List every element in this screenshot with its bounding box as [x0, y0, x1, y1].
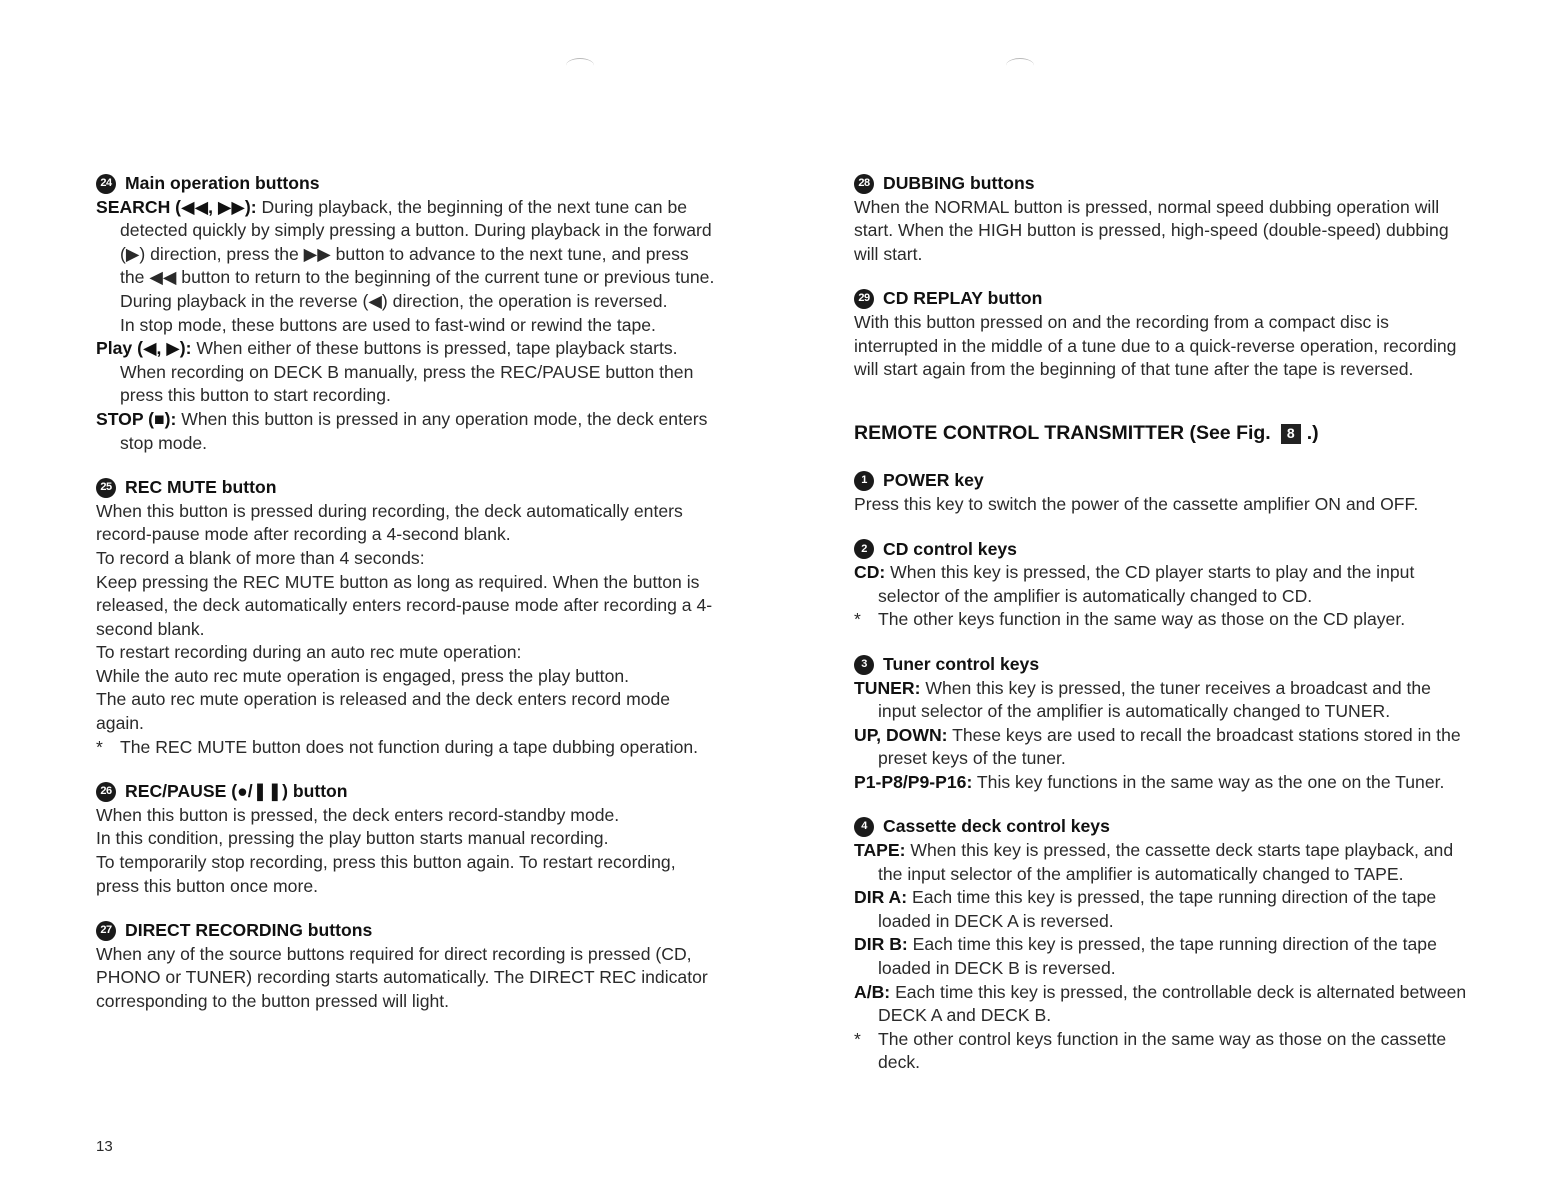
section-heading [854, 538, 1534, 562]
number-badge-icon: 25 [96, 478, 116, 498]
heading-text: Cassette deck control keys [883, 816, 1110, 837]
paragraph-line: press this button once more. [96, 875, 318, 896]
paragraph-line: With this button pressed on and the recording from a compact disc is [854, 311, 1389, 332]
section-heading [96, 476, 786, 500]
section-tuner-control [854, 653, 1534, 795]
paragraph-line: will start again from the beginning of that tune after the tape is reversed. [854, 359, 1414, 380]
section-rec-mute [96, 476, 786, 759]
term-label: DIR A: [854, 887, 908, 908]
section-cassette-control [854, 815, 1534, 1075]
paragraph-line: Keep pressing the REC MUTE button as long as required. When the button is [96, 571, 700, 592]
asterisk-icon: * [854, 609, 861, 630]
term-search: SEARCH (◀◀, ▶▶): During playback, the beginning of the next tune can be detected quickly by simply pressing a button. During playback in the forward (▶) direction, press the ▶▶ button to advance to the next tune, and press the ◀◀ button to return to the beginning of the current tune or previous tune. During playback in the reverse (◀) direction, the operation is reversed. In stop mode, these buttons are used to fast-wind or rewind the tape. [96, 196, 715, 335]
paragraph-line: To temporarily stop recording, press this button again. To restart recording, [96, 852, 676, 873]
term-cd: CD: When this key is pressed, the CD player starts to play and the input selector of the amplifier is automatically changed to CD. [854, 562, 1415, 606]
left-column [96, 172, 786, 1035]
heading-text: REMOTE CONTROL TRANSMITTER (See Fig. [854, 421, 1271, 444]
section-heading [854, 469, 1534, 493]
paragraph-line: When this button is pressed, the deck enters record-standby mode. [96, 804, 620, 825]
number-badge-icon: 27 [96, 921, 116, 941]
paragraph-line: When this button is pressed during recording, the deck automatically enters [96, 500, 683, 521]
section-cd-replay [854, 287, 1534, 381]
paragraph-line: will start. [854, 243, 923, 264]
paragraph-line: second blank. [96, 618, 205, 639]
term-tuner: TUNER: When this key is pressed, the tuner receives a broadcast and the input selector of the amplifier is automatically changed to TUNER. [854, 677, 1431, 722]
paragraph-line: again. [96, 713, 144, 734]
note: * The other keys function in the same way as those on the CD player. [854, 608, 1534, 632]
number-badge-icon: 3 [854, 655, 874, 675]
paragraph-line: start. When the HIGH button is pressed, high-speed (double-speed) dubbing [854, 220, 1449, 241]
number-badge-icon: 28 [854, 174, 874, 194]
section-dubbing [854, 172, 1534, 266]
paragraph-line: When any of the source buttons required for direct recording is pressed (CD, [96, 943, 692, 964]
heading-text: CD REPLAY button [883, 288, 1043, 309]
term-label: TUNER: [854, 677, 921, 698]
note: * The other control keys function in the same way as those on the cassette deck. [854, 1028, 1447, 1073]
term-label: A/B: [854, 981, 891, 1002]
term-stop: STOP (■): When this button is pressed in any operation mode, the deck enters stop mode. [96, 408, 708, 453]
heading-text: CD control keys [883, 538, 1017, 559]
term-dir-a: DIR A: Each time this key is pressed, the tape running direction of the tape loaded in DECK A is reversed. [854, 887, 1437, 931]
remote-control-heading [854, 422, 1534, 446]
heading-text: REC MUTE button [125, 477, 277, 498]
section-heading [96, 172, 786, 196]
asterisk-icon: * [854, 1028, 861, 1049]
section-heading [854, 172, 1534, 196]
paragraph-line: record-pause mode after recording a 4-second blank. [96, 524, 511, 545]
section-heading [854, 815, 1534, 839]
right-column [854, 172, 1534, 1096]
number-badge-icon: 1 [854, 471, 874, 491]
term-label: DIR B: [854, 934, 908, 955]
section-direct-recording [96, 919, 786, 1013]
term-play: Play (◀, ▶): When either of these buttons is pressed, tape playback starts. When recording on DECK B manually, press the REC/PAUSE button then press this button to start recording. [96, 338, 694, 406]
heading-text: POWER key [883, 470, 984, 491]
term-label: STOP (■): [96, 408, 177, 429]
figure-number-icon: 8 [1281, 424, 1301, 444]
scan-mark-left [566, 58, 594, 73]
paragraph-line: interrupted in the middle of a tune due to a quick-reverse operation, recording [854, 335, 1457, 356]
number-badge-icon: 24 [96, 174, 116, 194]
heading-text: DUBBING buttons [883, 173, 1035, 193]
paragraph-line: released, the deck automatically enters record-pause mode after recording a 4- [96, 595, 713, 616]
section-main-operation [96, 172, 786, 455]
heading-text: DIRECT RECORDING buttons [125, 920, 373, 941]
term-label: SEARCH (◀◀, ▶▶): [96, 196, 257, 217]
term-up-down: UP, DOWN: These keys are used to recall the broadcast stations stored in the preset keys of the tuner. [854, 724, 1461, 769]
paragraph-line: Press this key to switch the power of the cassette amplifier ON and OFF. [854, 493, 1419, 514]
number-badge-icon: 29 [854, 289, 874, 309]
term-label: CD: [854, 562, 886, 583]
paragraph-line: PHONO or TUNER) recording starts automatically. The DIRECT REC indicator [96, 967, 708, 988]
section-heading [854, 653, 1534, 677]
section-heading [96, 919, 786, 943]
number-badge-icon: 4 [854, 817, 874, 837]
paragraph-line: To record a blank of more than 4 seconds: [96, 547, 425, 568]
asterisk-icon: * [96, 736, 103, 757]
term-a-b: A/B: Each time this key is pressed, the controllable deck is alternated between DECK A and DECK B. [854, 981, 1467, 1026]
section-cd-control [854, 538, 1534, 632]
section-heading [96, 780, 786, 804]
section-rec-pause [96, 780, 786, 898]
note: * The REC MUTE button does not function during a tape dubbing operation. [96, 736, 786, 760]
heading-text: Main operation buttons [125, 173, 320, 193]
scan-mark-right [1006, 58, 1034, 73]
term-label: TAPE: [854, 840, 906, 861]
heading-text: REC/PAUSE (●/❚❚) button [125, 781, 348, 802]
section-power-key [854, 469, 1534, 516]
term-label: UP, DOWN: [854, 724, 948, 745]
number-badge-icon: 2 [854, 539, 874, 559]
term-label: Play (◀, ▶): [96, 338, 192, 359]
page-number: 13 [96, 1138, 113, 1155]
term-tape: TAPE: When this key is pressed, the cassette deck starts tape playback, and the input selector of the amplifier is automatically changed to TAPE. [854, 840, 1454, 884]
term-presets: P1-P8/P9-P16: This key functions in the same way as the one on the Tuner. [854, 771, 1445, 792]
paragraph-line: To restart recording during an auto rec mute operation: [96, 642, 522, 663]
number-badge-icon: 26 [96, 782, 116, 802]
paragraph-line: When the NORMAL button is pressed, normal speed dubbing operation will [854, 196, 1440, 217]
term-label: P1-P8/P9-P16: [854, 771, 973, 792]
term-dir-b: DIR B: Each time this key is pressed, the tape running direction of the tape loaded in DECK B is reversed. [854, 934, 1437, 979]
heading-close: .) [1306, 421, 1319, 444]
paragraph-line: corresponding to the button pressed will light. [96, 991, 450, 1011]
paragraph-line: The auto rec mute operation is released and the deck enters record mode [96, 689, 671, 710]
section-heading [854, 287, 1534, 311]
heading-text: Tuner control keys [883, 653, 1040, 674]
paragraph-line: While the auto rec mute operation is engaged, press the play button. [96, 665, 630, 686]
paragraph-line: In this condition, pressing the play button starts manual recording. [96, 828, 609, 849]
